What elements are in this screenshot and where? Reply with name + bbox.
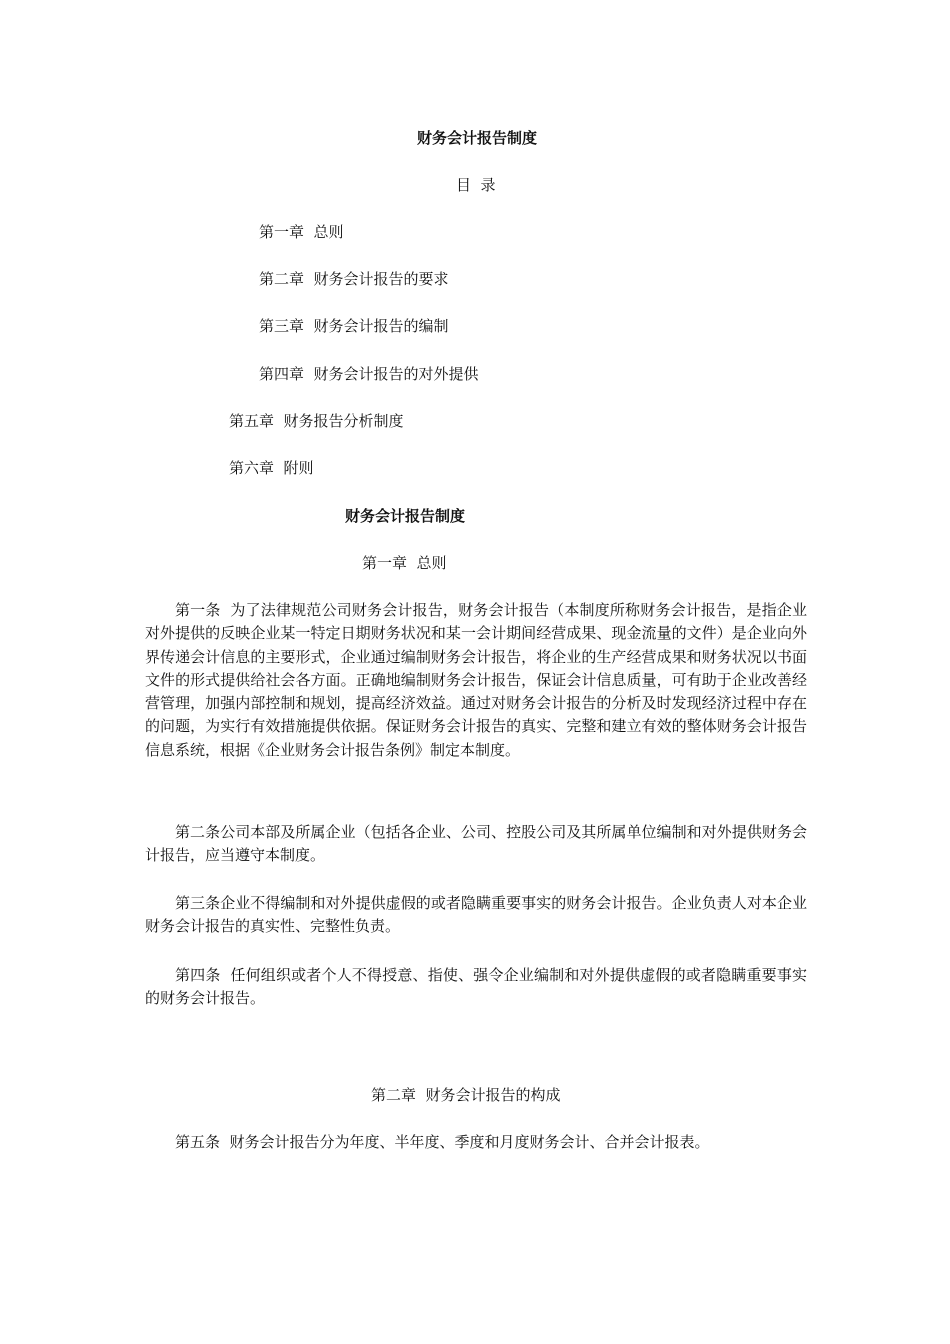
document-title: 财务会计报告制度 [417, 129, 538, 147]
toc-heading: 目 录 [456, 176, 496, 194]
toc-item-5: 第五章 财务报告分析制度 [229, 412, 404, 430]
toc-item-1: 第一章 总则 [259, 223, 344, 241]
body-title: 财务会计报告制度 [345, 507, 466, 525]
article-1: 第一条 为了法律规范公司财务会计报告，财务会计报告（本制度所称财务会计报告，是指企业对外提供的反映企业某一特定日期财务状况和某一会计期间经营成果、现金流量的文件）是企业向外界传递会计信息的主要形式，企业通过编制财务会计报告，将企业的生产经营成果和财务状况以书面文件的形式提供给社会各方面。正确地编制财务会计报告，保证会计信息质量，可有助于企业改善经营管理，加强内部控制和规划，提高经济效益。通过对财务会计报告的分析及时发现经济过程中存在的问题，为实行有效措施提供依据。保证财务会计报告的真实、完整和建立有效的整体财务会计报告信息系统，根据《企业财务会计报告条例》制定本制度。 [145, 601, 807, 759]
article-2: 第二条公司本部及所属企业（包括各企业、公司、控股公司及其所属单位编制和对外提供财务会计报告，应当遵守本制度。 [145, 823, 807, 865]
article-4: 第四条 任何组织或者个人不得授意、指使、强令企业编制和对外提供虚假的或者隐瞒重要事实的财务会计报告。 [145, 966, 807, 1008]
toc-item-3: 第三章 财务会计报告的编制 [259, 317, 449, 335]
toc-item-6: 第六章 附则 [229, 459, 314, 477]
toc-item-2: 第二章 财务会计报告的要求 [259, 270, 449, 288]
toc-item-4: 第四章 财务会计报告的对外提供 [259, 365, 479, 383]
chapter-1-heading: 第一章 总则 [362, 554, 447, 572]
article-3: 第三条企业不得编制和对外提供虚假的或者隐瞒重要事实的财务会计报告。企业负责人对本企业财务会计报告的真实性、完整性负责。 [145, 894, 807, 936]
article-5: 第五条 财务会计报告分为年度、半年度、季度和月度财务会计、合并会计报表。 [175, 1133, 710, 1151]
chapter-2-heading: 第二章 财务会计报告的构成 [371, 1086, 561, 1104]
